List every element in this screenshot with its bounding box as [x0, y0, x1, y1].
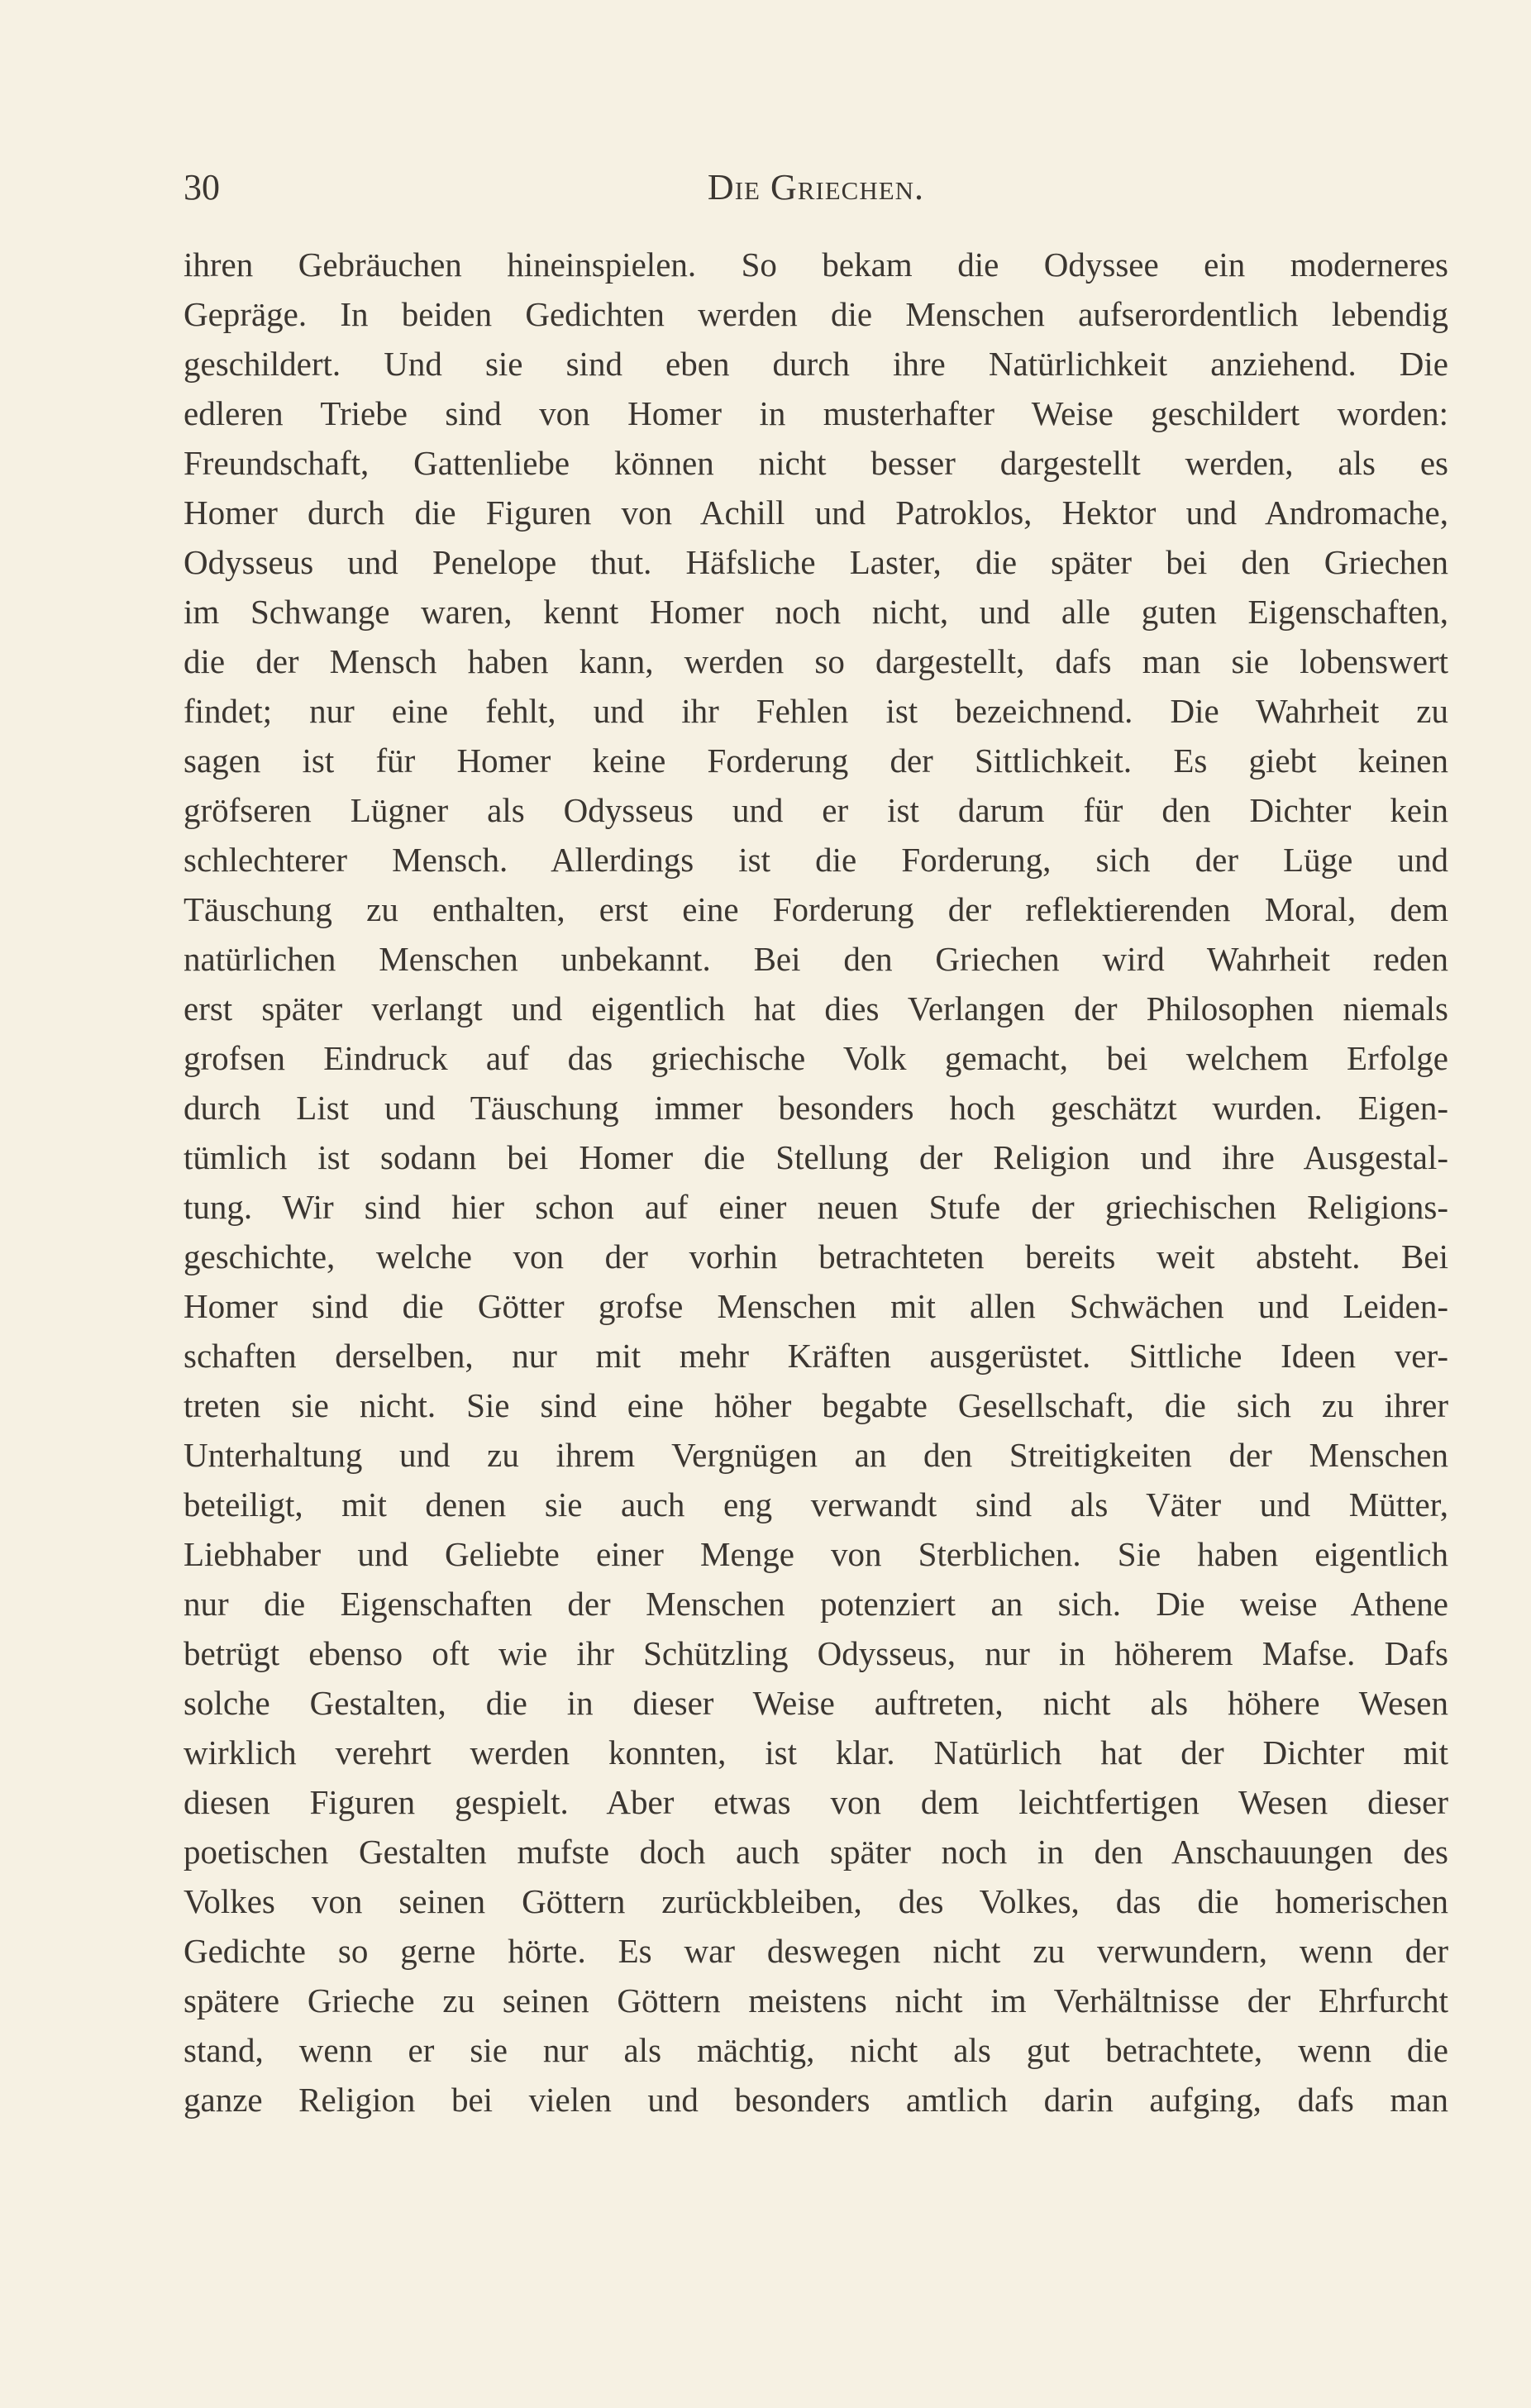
- text-line: sagen ist für Homer keine Forderung der Sittlichkeit. Es giebt keinen: [184, 741, 1448, 780]
- text-line: nur die Eigenschaften der Menschen potenziert an sich. Die weise Athene: [184, 1585, 1448, 1623]
- text-line: Täuschung zu enthalten, erst eine Forderung der reflektierenden Moral, dem: [184, 890, 1448, 928]
- text-line: stand, wenn er sie nur als mächtig, nicht als gut betrachtete, wenn die: [184, 2031, 1448, 2069]
- text-line: schaften derselben, nur mit mehr Kräften ausgerüstet. Sittliche Ideen ver-: [184, 1337, 1448, 1375]
- text-line: schlechterer Mensch. Allerdings ist die Forderung, sich der Lüge und: [184, 841, 1448, 879]
- text-line: betrügt ebenso oft wie ihr Schützling Odysseus, nur in höherem Mafse. Dafs: [184, 1634, 1448, 1672]
- text-line: edleren Triebe sind von Homer in musterhafter Weise geschildert worden:: [184, 394, 1448, 432]
- text-line: natürlichen Menschen unbekannt. Bei den Griechen wird Wahrheit reden: [184, 940, 1448, 978]
- text-line: gröfseren Lügner als Odysseus und er ist darum für den Dichter kein: [184, 791, 1448, 829]
- text-line: erst später verlangt und eigentlich hat dies Verlangen der Philosophen niemals: [184, 989, 1448, 1028]
- text-line: Freundschaft, Gattenliebe können nicht besser dargestellt werden, als es: [184, 444, 1448, 482]
- text-line: im Schwange waren, kennt Homer noch nicht, und alle guten Eigenschaften,: [184, 593, 1448, 631]
- text-line: findet; nur eine fehlt, und ihr Fehlen ist bezeichnend. Die Wahrheit zu: [184, 692, 1448, 730]
- text-line: poetischen Gestalten mufste doch auch später noch in den Anschauungen des: [184, 1833, 1448, 1871]
- text-line: treten sie nicht. Sie sind eine höher begabte Gesellschaft, die sich zu ihrer: [184, 1386, 1448, 1424]
- text-line: Gedichte so gerne hörte. Es war deswegen nicht zu verwundern, wenn der: [184, 1932, 1448, 1970]
- text-line: diesen Figuren gespielt. Aber etwas von dem leichtfertigen Wesen dieser: [184, 1783, 1448, 1821]
- text-line: Homer sind die Götter grofse Menschen mit allen Schwächen und Leiden-: [184, 1287, 1448, 1325]
- running-header: [184, 161, 1448, 214]
- text-line: solche Gestalten, die in dieser Weise auftreten, nicht als höhere Wesen: [184, 1684, 1448, 1722]
- text-line: tümlich ist sodann bei Homer die Stellung der Religion und ihre Ausgestal-: [184, 1138, 1448, 1176]
- running-title: Die Griechen.: [707, 167, 925, 207]
- text-line: Unterhaltung und zu ihrem Vergnügen an den Streitigkeiten der Menschen: [184, 1436, 1448, 1474]
- text-line: spätere Grieche zu seinen Göttern meistens nicht im Verhältnisse der Ehrfurcht: [184, 1981, 1448, 2019]
- text-line: beteiligt, mit denen sie auch eng verwandt sind als Väter und Mütter,: [184, 1485, 1448, 1523]
- text-line: geschildert. Und sie sind eben durch ihre Natürlichkeit anziehend. Die: [184, 345, 1448, 383]
- text-line: durch List und Täuschung immer besonders hoch geschätzt wurden. Eigen-: [184, 1089, 1448, 1127]
- text-line: Volkes von seinen Göttern zurückbleiben, des Volkes, das die homerischen: [184, 1882, 1448, 1920]
- text-line: grofsen Eindruck auf das griechische Volk gemacht, bei welchem Erfolge: [184, 1039, 1448, 1077]
- text-line: wirklich verehrt werden konnten, ist klar. Natürlich hat der Dichter mit: [184, 1733, 1448, 1771]
- text-line: Odysseus und Penelope thut. Häfsliche Laster, die später bei den Griechen: [184, 543, 1448, 581]
- body-text: [184, 240, 1448, 2124]
- text-line: Gepräge. In beiden Gedichten werden die Menschen aufserordentlich lebendig: [184, 295, 1448, 333]
- text-line: die der Mensch haben kann, werden so dargestellt, dafs man sie lobenswert: [184, 642, 1448, 680]
- text-line: ganze Religion bei vielen und besonders amtlich darin aufging, dafs man: [184, 2081, 1448, 2119]
- text-line: Liebhaber und Geliebte einer Menge von Sterblichen. Sie haben eigentlich: [184, 1535, 1448, 1573]
- text-line: tung. Wir sind hier schon auf einer neuen Stufe der griechischen Religions-: [184, 1188, 1448, 1226]
- text-line: Homer durch die Figuren von Achill und Patroklos, Hektor und Andromache,: [184, 494, 1448, 532]
- text-line: ihren Gebräuchen hineinspielen. So bekam die Odyssee ein moderneres: [184, 246, 1448, 284]
- page-number: 30: [184, 167, 220, 207]
- text-line: geschichte, welche von der vorhin betrachteten bereits weit absteht. Bei: [184, 1237, 1448, 1276]
